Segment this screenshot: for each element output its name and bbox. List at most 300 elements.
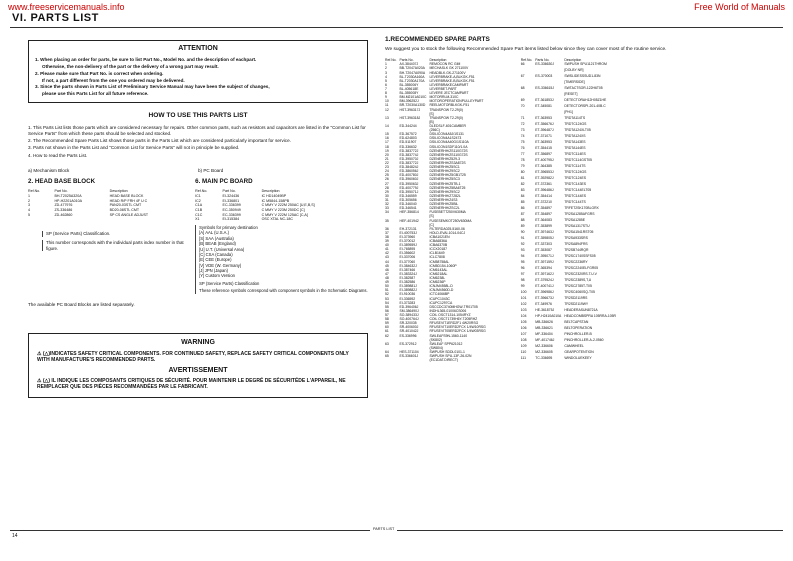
- howto-paragraph: 1. This Parts List lists those parts which are considered necessary for repairs. Other common parts, such as resistors and capacitors are listed in the "Common List for Service Parts" from which these parts should be selected and stocked.: [28, 124, 366, 136]
- spares-table-right: [521, 58, 619, 362]
- cell-part: HEF-401942: [399, 218, 419, 223]
- cell-ref: 66: [520, 62, 525, 67]
- attention-line: If not, a part different from the one you ordered may be delivered.: [42, 77, 185, 83]
- cell-ref: 20: [385, 152, 389, 157]
- cell-desc: ICBA6836A: [429, 239, 448, 244]
- cell-part: ED-346040: [399, 202, 417, 207]
- cell-part: ET-354897: [535, 205, 552, 210]
- cell-part: ED-396060J: [399, 177, 419, 182]
- cell-desc: MOTOROPERATIONPULLEYPART: [429, 99, 484, 104]
- head-base-block: [28, 178, 185, 293]
- spares-intro: We suggest you to stock the following Recommended Spare Part items listed below since they can cover most of the routine service.: [385, 47, 667, 52]
- attention-line: 3. Since the parts shown in Parts List of Preliminary Service Manual may have been the subject of changes,: [35, 84, 270, 90]
- cell-ref: 105: [520, 319, 527, 324]
- sp-classification: SP (Service Parts) Classification: [199, 280, 260, 286]
- cell-desc: SWPUSH SPU-13F-26-02N: [429, 354, 472, 359]
- attention-line: please use this Parts List for all future reference.: [42, 91, 149, 97]
- table-row: [195, 217, 368, 222]
- cell-desc: SWLEAFS9N-1560-1140: [429, 333, 468, 338]
- cell-part: EI-337006: [399, 255, 416, 260]
- cell-desc: TR2SA1541RST05: [564, 229, 594, 234]
- cell-ref: 84: [520, 194, 525, 198]
- cell-ref: 88: [520, 217, 525, 222]
- cell-part: EI-400753J: [399, 230, 417, 235]
- cell-part: BH-T2025A320A: [54, 194, 82, 198]
- cell-desc: IC M5844-158PB: [261, 198, 290, 203]
- cell-ref: 6: [385, 82, 387, 87]
- table-row: [385, 329, 489, 333]
- cell-ref: 17: [385, 140, 389, 145]
- cell-part: HES-371104: [399, 350, 419, 354]
- cell-desc: TR2SA1317STU: [564, 223, 590, 228]
- cell-part: ED-367572: [399, 132, 417, 137]
- symbol-item: [B] BEAB (England): [199, 241, 236, 247]
- cell-desc: PINCHROLLER-B: [564, 331, 592, 336]
- cell-desc: TRDTC114GST05: [564, 158, 592, 163]
- cell-ref: 77: [520, 152, 525, 157]
- cell-ref: 3: [385, 70, 387, 75]
- col-ref: Ref.No.: [195, 189, 208, 194]
- cell-desc: HOLD-EVAI-1014-04CJ: [429, 230, 466, 235]
- cell-ref: C1C: [195, 212, 203, 217]
- cell-ref: 33: [385, 206, 389, 211]
- cell-desc: DSCCDC3740MHGW-TR01T05: [429, 304, 478, 309]
- cell-ref: 69: [520, 98, 525, 103]
- cell-ref: 27: [385, 181, 389, 186]
- cell-ref: 26: [385, 177, 389, 182]
- cell-ref: 49: [385, 280, 389, 285]
- cell-desc: C MMY V 222M 250AC [U,E,B,S]: [261, 203, 315, 208]
- cell-part: HST-396317J: [399, 107, 421, 112]
- cell-part: ET-372361: [535, 182, 552, 187]
- cell-ref: 62: [385, 333, 389, 338]
- cell-desc: [S]: [429, 111, 434, 116]
- cell-part: HE-361875J: [535, 307, 555, 312]
- cell-part: EI-377060: [399, 259, 416, 264]
- cell-part: ET-379524J: [535, 277, 554, 282]
- cell-part: ET-397463J: [535, 229, 554, 234]
- cell-desc: (EC1DAT.DIRECT): [429, 358, 459, 363]
- symbol-item: [Y] Custom Version: [199, 273, 235, 279]
- cell-desc: LEVERBRAKECAMPART: [429, 82, 469, 87]
- cell-part: ZS-336486: [54, 208, 73, 213]
- cell-part: EI-910036: [399, 292, 416, 297]
- cell-desc: HEADERASUN8721A: [564, 307, 598, 312]
- header-site-link[interactable]: www.freeservicemanuals.info: [8, 2, 125, 12]
- cell-ref: 42: [385, 251, 389, 256]
- warning-box: [28, 333, 368, 397]
- cell-desc: TR2SC4060SQ-T05: [564, 289, 595, 294]
- col-desc: Description: [109, 189, 128, 194]
- warning-heading: WARNING: [181, 339, 215, 347]
- cell-ref: 102: [520, 301, 527, 306]
- cell-part: MF-401746J: [535, 337, 555, 342]
- header-site-name[interactable]: Free World of Manuals: [694, 2, 785, 12]
- cell-desc: DZENERHH/Z9SC2: [429, 189, 460, 194]
- cell-desc: DETECTORAH12H05Z1HE: [564, 98, 607, 103]
- cell-part: ED-346559: [399, 193, 417, 198]
- cell-ref: 76: [520, 146, 525, 151]
- cell-part: ET-353899: [535, 223, 552, 228]
- cell-part: [400, 358, 430, 362]
- cell-ref: 48: [385, 276, 389, 281]
- cell-part: EC-336399: [222, 212, 241, 217]
- symbols-note: [195, 225, 368, 294]
- cell-desc: DZENERHH/ZS110G72S: [429, 152, 468, 157]
- cell-ref: 46: [385, 267, 389, 272]
- cell-ref: 29: [385, 189, 389, 194]
- cell-desc: OSC XTAL NC-18C: [261, 217, 293, 222]
- cell-desc: ICTC4066BP: [429, 292, 450, 297]
- cell-ref: 2: [385, 66, 387, 71]
- cell-desc: TR2SA933SRS: [564, 235, 588, 240]
- cell-part: BL-405618E: [399, 87, 419, 91]
- reference-note: These reference symbols correspond with component symbols in the Schematic Diagrams.: [199, 288, 368, 294]
- cell-desc: TR2SC2240ELFGR05: [564, 265, 599, 270]
- cell-part: EC-336399: [222, 203, 241, 208]
- cell-desc: FUSESEMKOT250V630MA: [429, 218, 472, 223]
- cell-desc: SWSLIDESSSUD1-83N: [564, 74, 601, 79]
- cell-part: ET-337303: [535, 241, 552, 246]
- cell-desc: DZENERHH/ZS3A872S: [429, 160, 466, 165]
- cell-ref: 4: [385, 74, 387, 79]
- cell-ref: 89: [520, 223, 525, 228]
- cell-ref: C1B: [195, 208, 203, 213]
- cell-part: EI-324436: [222, 194, 240, 198]
- cell-part: ET-395071J: [535, 253, 554, 258]
- cell-desc: SWTACTSOR-122H6T05: [564, 86, 603, 91]
- pc-board-table: [195, 189, 368, 222]
- cell-ref: 3: [28, 203, 30, 208]
- symbol-item: [A] AAL (U.S.A.): [199, 230, 230, 236]
- cell-part: MB-336626: [535, 319, 553, 324]
- cell-part: EC-350949: [222, 208, 241, 213]
- cell-desc: DZENERHH/Z5SC3: [429, 177, 460, 182]
- cell-ref: 100: [520, 289, 527, 294]
- cell-ref: 35: [385, 218, 389, 223]
- cell-ref: 9: [385, 95, 387, 100]
- cell-desc: ICM5D154-1060P: [429, 263, 457, 268]
- cell-ref: 85: [520, 199, 525, 204]
- left-column: [28, 40, 368, 398]
- cell-part: AX-384407J: [399, 62, 419, 67]
- cell-ref: 104: [520, 313, 527, 318]
- cell-ref: 59: [385, 321, 389, 326]
- cell-desc: TRFET2SK170BLGRX: [564, 205, 599, 210]
- cell-ref: 38: [385, 234, 389, 239]
- cell-desc: IC HD14049BP: [261, 194, 287, 198]
- cell-part: SR-400600J: [399, 325, 419, 330]
- cell-desc: LEVERBRAKE-A,BLKGK-F51: [429, 74, 475, 79]
- cell-part: EI-336801: [222, 198, 240, 203]
- cell-desc: COIL OSCT1314-1054RYZ: [429, 313, 471, 318]
- cell-desc: TR2SA1285AFGRS: [564, 211, 595, 216]
- avertissement-text: ⚠ (△) IL INDIQUE LES COMPOSANTS CRITIQUES DE SÉCURITÉ. POUR MAINTENIR LE DEGRÉ DE SÉCURITÉDE L'APPAREIL, NE REMPLACER QUE DES PIÈCES RECOMMANDÉES PAR LE FABRICANT.: [37, 377, 346, 391]
- cell-desc: CAMWHEEL: [564, 343, 584, 348]
- cell-ref: 61: [385, 329, 389, 334]
- cell-ref: 98: [520, 277, 525, 282]
- cell-desc: DZENERHH/Z5BIL: [429, 202, 459, 207]
- spares-heading: 1.RECOMMENDED SPARE PARTS: [385, 36, 490, 43]
- cell-part: ED-305656: [399, 197, 417, 202]
- cell-part: BM-M2101A010C: [399, 95, 427, 100]
- cell-ref: 7: [385, 87, 387, 91]
- cell-desc: BD20-08STL CMT: [109, 208, 140, 213]
- cell-desc: (SK802): [429, 337, 442, 342]
- cell-part: SR-401042J: [399, 329, 419, 334]
- cell-part: SM-386490J: [399, 308, 419, 313]
- cell-desc: [PH1]: [564, 110, 573, 115]
- cell-ref: 75: [520, 140, 525, 145]
- howto-paragraph: 2. The Recommended Spare Parts List shows those parts in the Parts List which are considered particularly important for service.: [28, 137, 291, 143]
- howto-heading: HOW TO USE THIS PARTS LIST: [148, 112, 248, 120]
- index-note-text: This number corresponds with the individual parts index number in that figure.: [42, 240, 185, 251]
- attention-line: 1. When placing an order for parts, be sure to list Part No., Model No. and the description of eachpart.: [35, 56, 257, 62]
- cell-part: EI-370012: [399, 239, 416, 244]
- cell-ref: 43: [385, 255, 389, 260]
- cell-ref: 64: [385, 350, 389, 354]
- cell-desc: ICM6236P: [429, 280, 446, 285]
- cell-desc: DZENERHH/ZSC2L: [429, 206, 460, 211]
- cell-part: ED-386056J: [399, 169, 419, 174]
- cell-desc: HEAD BASE BLOCK: [109, 194, 144, 198]
- cell-part: ET-396986J: [535, 289, 554, 294]
- col-part: Part No.: [54, 189, 68, 194]
- cell-part: TC-336695: [535, 355, 553, 360]
- cell-desc: TRDTC124GS: [564, 122, 587, 127]
- cell-ref: 63: [385, 341, 389, 346]
- cell-part: ET-364385: [535, 164, 552, 169]
- cell-ref: 83: [520, 188, 525, 193]
- symbol-item: [U] U.T. (Universal Area): [199, 246, 245, 252]
- cell-desc: MECHASLK GK 271100V: [429, 66, 469, 71]
- cell-ref: 99: [520, 283, 525, 288]
- cell-desc: RFUSEVIT10ERD2FCX 1/4W10RSG: [429, 325, 486, 330]
- cell-ref: 47: [385, 271, 389, 276]
- cell-part: ET-396553J: [535, 170, 554, 175]
- cell-ref: 10: [385, 99, 389, 104]
- cell-desc: REMOCON RC GIM: [429, 62, 461, 67]
- cell-ref: 23: [385, 165, 389, 170]
- cell-part: HEF-356814: [399, 210, 419, 215]
- cell-desc: DSILICON4A40G/1S110A: [429, 140, 469, 145]
- cell-part: ED-400780J: [399, 173, 419, 178]
- cell-part: ET-349976: [535, 301, 552, 306]
- cell-ref: 36: [385, 226, 389, 231]
- cell-ref: C1A: [195, 203, 203, 208]
- cell-ref: 91: [520, 235, 525, 240]
- cell-desc: TRDTC114TS: [564, 164, 586, 169]
- cell-desc: (SW804): [429, 345, 443, 350]
- cell-part: ET-396487J: [535, 128, 554, 133]
- cell-ref: 60: [385, 325, 389, 330]
- cell-desc: ICCX20187: [429, 247, 447, 252]
- cell-desc: LEVERBRAKE-B,BLKGK-F51: [429, 78, 475, 83]
- cell-part: ET-363953: [535, 140, 552, 145]
- cell-desc: MOTORRLM-310C: [429, 95, 459, 100]
- cell-desc: TRDTA144ES: [564, 146, 586, 151]
- cell-desc: ICNJM4560D-D: [429, 288, 454, 293]
- cell-ref: 95: [520, 259, 525, 264]
- cell-ref: 15: [385, 132, 389, 137]
- cell-ref: 74: [520, 134, 525, 139]
- page-title: VI. PARTS LIST: [12, 12, 99, 24]
- cell-ref: 72: [520, 122, 525, 127]
- cell-desc: HEAD R/P FRH 4F U C: [109, 198, 148, 203]
- cell-desc: HEADBLK.GK-271100V: [429, 70, 466, 75]
- spares-tables: [385, 58, 785, 362]
- sp-note: [28, 231, 185, 251]
- cell-ref: 71: [520, 116, 525, 121]
- cell-ref: 44: [385, 259, 389, 264]
- cell-ref: 67: [520, 74, 525, 79]
- cell-part: ZD-462860: [54, 212, 73, 217]
- cell-desc: TR2SC2236RY: [564, 259, 588, 264]
- cell-desc: TRANSPOW T2-29(0): [429, 107, 463, 112]
- cell-desc: ICM58758AL: [429, 259, 450, 264]
- cell-ref: 19: [385, 148, 389, 153]
- cell-desc: ICUPC1297CA: [429, 300, 453, 305]
- cell-part: BL-355006Y: [399, 82, 419, 87]
- table-row: [385, 358, 489, 362]
- cell-desc: TRDTC144ES: [564, 194, 586, 198]
- block-labels: [28, 168, 368, 174]
- cell-desc: ICBA1021EN: [429, 234, 450, 239]
- cell-desc: DZENERHH/Z7282L: [429, 193, 461, 198]
- cell-part: ET-372210: [535, 199, 552, 204]
- col-desc: Description: [261, 189, 280, 194]
- cell-ref: 30: [385, 193, 389, 198]
- cell-part: EI-387466: [399, 267, 416, 272]
- cell-ref: 1: [385, 62, 387, 67]
- cell-ref: 79: [520, 164, 525, 169]
- cell-ref: 34: [385, 210, 389, 215]
- cell-part: EI-389881J: [399, 284, 417, 289]
- cell-part: HP-H2410A010A: [535, 313, 562, 318]
- col-ref: Ref.No.: [28, 189, 41, 194]
- cell-ref: 94: [520, 253, 525, 258]
- cell-desc: BELTOPERATION: [564, 325, 593, 330]
- cell-desc: TR2SC2785T-T05: [564, 283, 592, 288]
- cell-ref: 1: [28, 194, 30, 198]
- cell-desc: ICM6143AL: [429, 267, 448, 272]
- cell-desc: HEADCOMBSPRA 105RRA-105R: [564, 313, 616, 318]
- cell-ref: 41: [385, 247, 389, 252]
- cell-part: ED-396406J: [399, 304, 419, 309]
- cell-desc: SWPUSH SPU1121THROM: [564, 62, 607, 67]
- cell-ref: 28: [385, 185, 389, 190]
- cell-desc: REELMOTORBLKGK-F51: [429, 103, 470, 108]
- cell-desc: TRDTC143ES: [564, 182, 586, 187]
- cell-part: ET-364083: [535, 217, 552, 222]
- cell-desc: DETECTORSPI-201-40B.C: [564, 104, 606, 109]
- cell-part: MB-336621: [535, 325, 553, 330]
- cell-desc: TR2SC2320RS.T.U.V: [564, 271, 597, 276]
- cell-part: BL-T2030A160A: [399, 74, 425, 79]
- cell-part: ZD-477976: [54, 203, 73, 208]
- col-part: Parts No.: [399, 58, 414, 63]
- cell-ref: 55: [385, 304, 389, 309]
- cell-desc: ICM6238L: [429, 276, 446, 281]
- cell-ref: 90: [520, 229, 525, 234]
- cell-part: ED-336632: [399, 144, 417, 149]
- cell-desc: ICM6218AL: [429, 271, 448, 276]
- cell-desc: SWLEAF SPP621012: [429, 341, 463, 346]
- cell-part: ET-392982J: [535, 176, 554, 181]
- cell-ref: 32: [385, 202, 389, 207]
- cell-desc: [TIMERSIDE]: [564, 80, 585, 85]
- cell-desc: WINDOLUEKEEY: [564, 355, 592, 360]
- cell-desc: [C]: [429, 222, 434, 227]
- cell-part: ED-400779J: [399, 185, 419, 190]
- cell-ref: X1: [195, 217, 200, 222]
- cell-desc: ICLB1649: [429, 251, 445, 256]
- avertissement-heading: AVERTISSEMENT: [168, 366, 228, 374]
- cell-desc: RFUSEVIT05ERD2FCX 1/4W03RSG: [429, 329, 486, 334]
- cell-desc: TRDTC144ELT05: [564, 188, 592, 193]
- cell-desc: [RESET]: [564, 92, 578, 97]
- cell-part: ET-354415: [535, 146, 552, 151]
- cell-ref: 53: [385, 296, 389, 301]
- cell-ref: 12: [385, 107, 389, 112]
- cell-desc: ICLC7808: [429, 255, 445, 260]
- cell-ref: 80: [520, 170, 525, 175]
- cell-part: EI-373283: [399, 300, 416, 305]
- footer-label: PARTS LIST: [370, 527, 397, 531]
- cell-ref: 40: [385, 243, 389, 248]
- symbol-item: [J] JPN (Japan): [199, 268, 228, 274]
- cell-desc: FILTERDA025-5160-06: [429, 226, 465, 231]
- cell-desc: TR2SC1740SSFS05: [564, 253, 596, 258]
- cell-desc: GEARPOTENTION: [564, 349, 594, 354]
- cell-part: SO-389433J: [399, 313, 419, 318]
- cell-part: ET-356897: [535, 152, 552, 157]
- cell-ref: 92: [520, 241, 525, 246]
- cell-desc: INDHL365-01006CS006: [429, 308, 467, 313]
- cell-part: SO-400764J: [399, 317, 419, 322]
- cell-desc: BELTCAPSTAN: [564, 319, 589, 324]
- col-desc: Description: [564, 58, 582, 63]
- cell-ref: 68: [520, 86, 525, 91]
- cell-ref: 57: [385, 313, 389, 318]
- howto-paragraphs: [28, 125, 368, 159]
- cell-desc: SP CS ANGLE ADJUST: [109, 212, 149, 217]
- cell-ref: 87: [520, 211, 525, 216]
- cell-ref: 97: [520, 271, 525, 276]
- attention-box: [28, 40, 368, 103]
- cell-desc: TRDTA114TS: [564, 116, 586, 121]
- cell-part: BR-T2030A130D: [399, 103, 426, 108]
- cell-ref: 96: [520, 265, 525, 270]
- cell-part: EI-356602: [399, 251, 416, 256]
- cell-ref: 107: [520, 331, 527, 336]
- cell-ref: 93: [520, 247, 525, 252]
- cell-part: EH-372131: [399, 226, 417, 231]
- cell-desc: TRDTA124XLT05: [564, 128, 591, 133]
- symbol-item: [C] CSA (Canada): [199, 251, 233, 257]
- spares-table-left: [385, 58, 489, 362]
- cell-desc: TR2SA894FRS: [564, 241, 588, 246]
- warning-text: ⚠ (△)INDICATES SAFETY CRITICAL COMPONENTS. FOR CONTINUED SAFETY, REPLACE SAFETY CRITICAL COMPONENTS ONLY WITH MANUFACTURE'S RECOMMENDED PARTS.: [37, 350, 349, 363]
- cell-desc: TRDTC144TS: [564, 199, 586, 204]
- cell-part: ET-365394: [535, 265, 552, 270]
- cell-desc: DZENERHH/Z5BA6T25: [429, 185, 466, 190]
- cell-desc: TR2SD2119RS: [564, 295, 588, 300]
- cell-desc: TRDTC124ES: [564, 176, 586, 181]
- cell-desc: DZENERHH/Z5SC1: [429, 165, 460, 170]
- cell-ref: 78: [520, 158, 525, 163]
- cell-desc: TR2SA1285E: [564, 217, 586, 222]
